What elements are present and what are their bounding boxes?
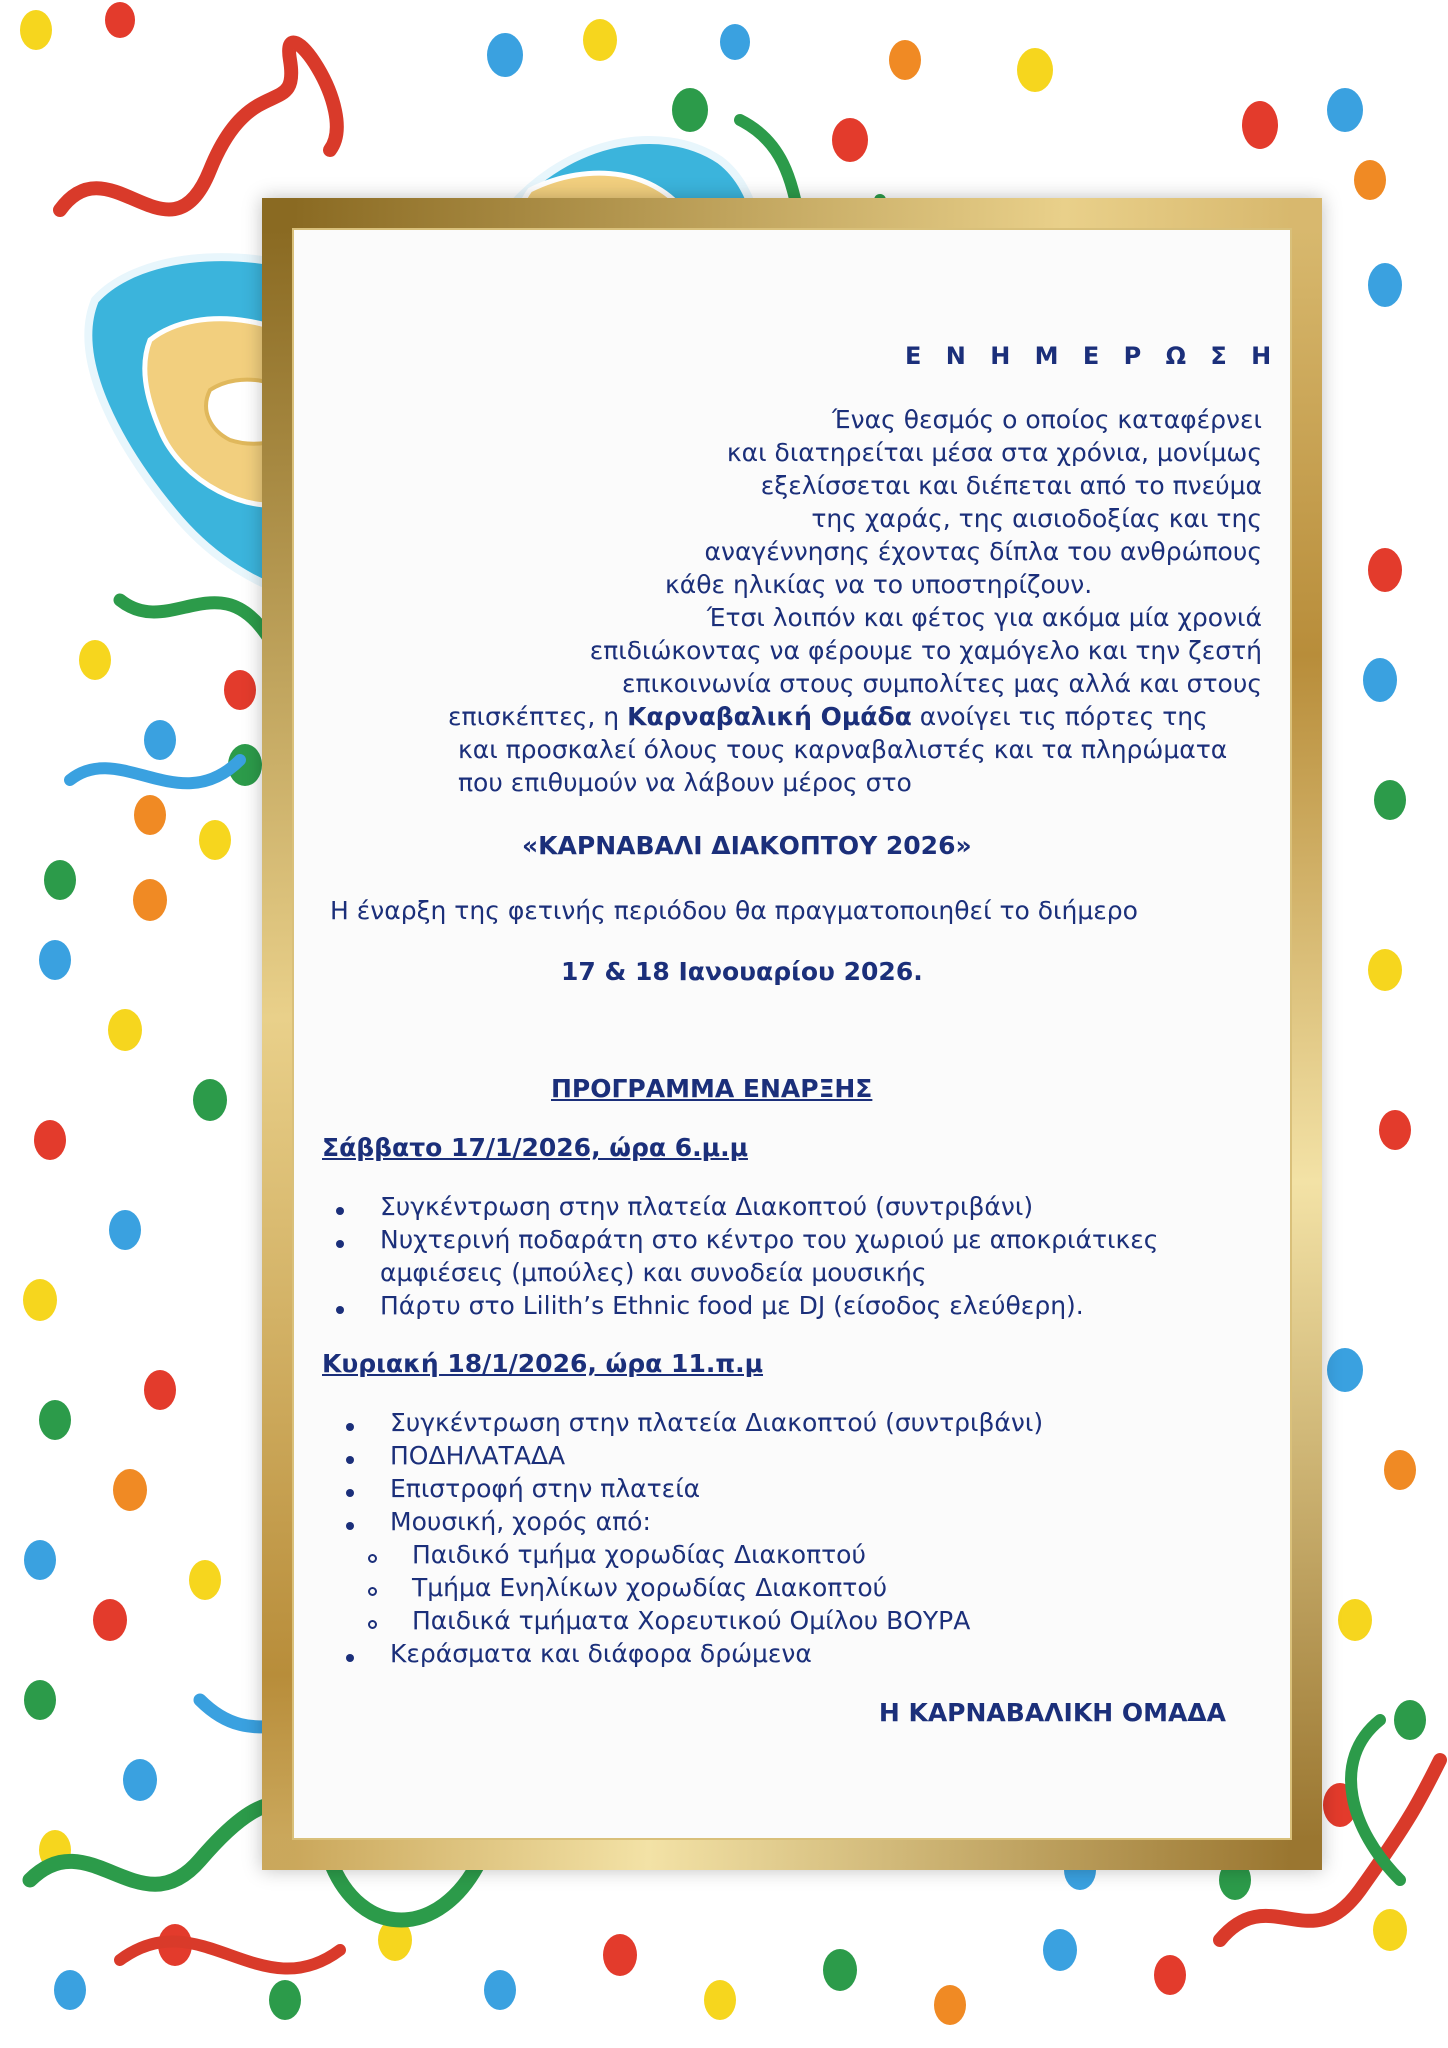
intro-line: εξελίσσεται και διέπεται από το πνεύμα — [760, 471, 1262, 500]
event-name: «ΚΑΡΝΑΒΑΛΙ ΔΙΑΚΟΠΤΟΥ 2026» — [522, 831, 972, 860]
list-item: Πάρτυ στο Lilith’s Ethnic food με DJ (είσοδος ελεύθερη). — [380, 1291, 1084, 1320]
intro-line: Ένας θεσμός ο οποίος καταφέρνει — [831, 405, 1262, 434]
list-item: Επιστροφή στην πλατεία — [390, 1474, 701, 1503]
signature: Η ΚΑΡΝΑΒΑΛΙΚΗ ΟΜΑΔΑ — [878, 1698, 1226, 1727]
intro-line: επικοινωνία στους συμπολίτες μας αλλά και στους — [622, 669, 1262, 698]
list-item: Συγκέντρωση στην πλατεία Διακοπτού (συντριβάνι) — [390, 1408, 1044, 1437]
list-item: αμφιέσεις (μπούλες) και συνοδεία μουσικής — [380, 1258, 927, 1287]
saturday-heading: Σάββατο 17/1/2026, ώρα 6.μ.μ — [322, 1133, 748, 1162]
list-item: Νυχτερινή ποδαράτη στο κέντρο του χωριού με αποκριάτικες — [380, 1225, 1159, 1254]
start-text: Η έναρξη της φετινής περιόδου θα πραγματοποιηθεί το διήμερο — [330, 896, 1138, 925]
group-name: Καρναβαλική Ομάδα — [627, 702, 912, 731]
intro-line: αναγέννησης έχοντας δίπλα του ανθρώπους — [704, 537, 1262, 566]
intro-line: Έτσι λοιπόν και φέτος για ακόμα μία χρονιά — [706, 603, 1262, 632]
intro-text: επισκέπτες, η — [448, 702, 628, 731]
program-title: ΠΡΟΓΡΑΜΜΑ ΕΝΑΡΞΗΣ — [551, 1074, 873, 1103]
page-title: Ε Ν Η Μ Ε Ρ Ω Σ Η — [905, 342, 1280, 370]
list-item: ΠΟΔΗΛΑΤΑΔΑ — [390, 1441, 566, 1470]
bullet-icon — [346, 1423, 354, 1431]
bullet-icon — [336, 1207, 344, 1215]
bullet-icon — [346, 1456, 354, 1464]
list-item: Μουσική, χορός από: — [390, 1507, 651, 1536]
list-item: Συγκέντρωση στην πλατεία Διακοπτού (συντριβάνι) — [380, 1192, 1034, 1221]
list-item: Κεράσματα και διάφορα δρώμενα — [390, 1639, 812, 1668]
bullet-icon — [346, 1489, 354, 1497]
intro-line: και προσκαλεί όλους τους καρναβαλιστές και τα πληρώματα — [458, 735, 1228, 764]
intro-line: κάθε ηλικίας να το υποστηρίζουν. — [665, 570, 1093, 599]
bullet-icon — [346, 1654, 354, 1662]
sub-bullet-icon — [368, 1587, 377, 1596]
intro-line — [448, 700, 1208, 733]
intro-line: της χαράς, της αισιοδοξίας και της — [811, 504, 1262, 533]
bullet-icon — [346, 1522, 354, 1530]
sub-bullet-icon — [368, 1554, 377, 1563]
bullet-icon — [336, 1240, 344, 1248]
sub-list-item: Τμήμα Ενηλίκων χορωδίας Διακοπτού — [412, 1573, 888, 1602]
intro-text: ανοίγει τις πόρτες της — [911, 702, 1208, 731]
sub-list-item: Παιδικά τμήματα Χορευτικού Ομίλου ΒΟΥΡΑ — [412, 1606, 971, 1635]
sub-list-item: Παιδικό τμήμα χορωδίας Διακοπτού — [412, 1540, 866, 1569]
bullet-icon — [336, 1306, 344, 1314]
intro-line: επιδιώκοντας να φέρουμε το χαμόγελο και την ζεστή — [589, 636, 1262, 665]
intro-line: που επιθυμούν να λάβουν μέρος στο — [458, 768, 912, 797]
intro-line: και διατηρείται μέσα στα χρόνια, μονίμως — [726, 438, 1262, 467]
sub-bullet-icon — [368, 1620, 377, 1629]
event-dates: 17 & 18 Ιανουαρίου 2026. — [561, 957, 923, 986]
sunday-heading: Κυριακή 18/1/2026, ώρα 11.π.μ — [322, 1349, 764, 1378]
